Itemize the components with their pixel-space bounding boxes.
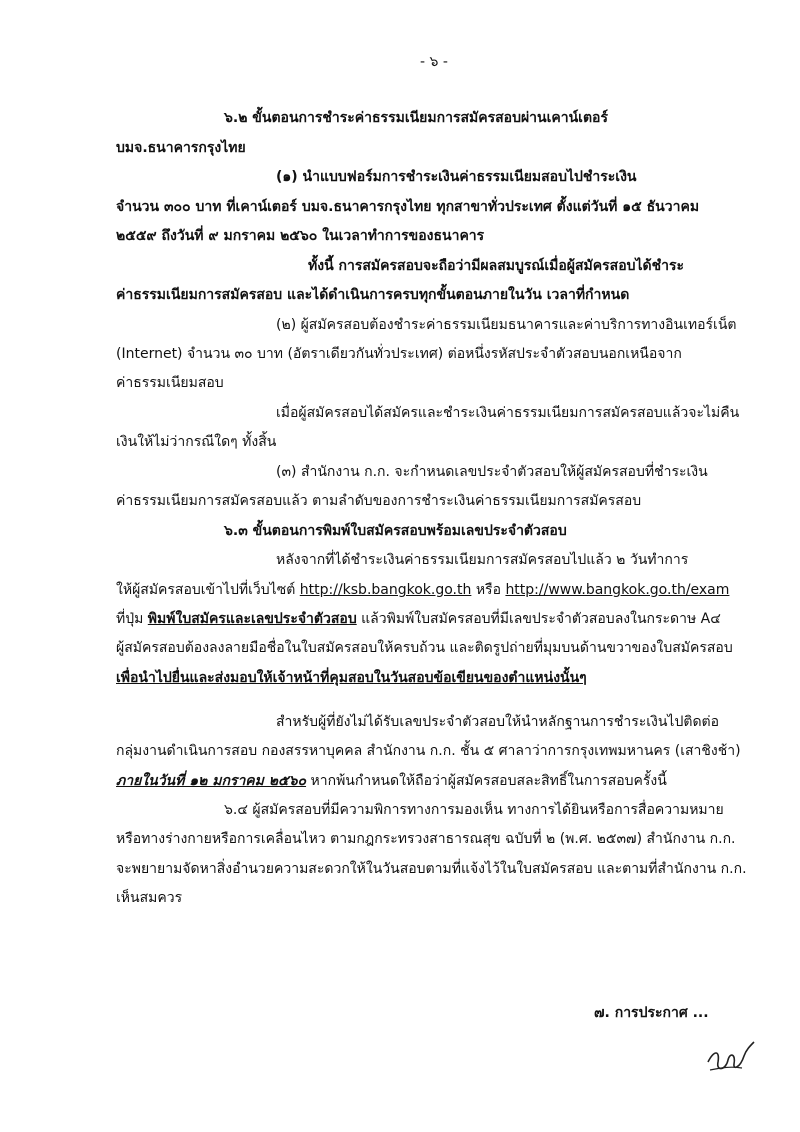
item-1-line-1: (๑) นำแบบฟอร์มการชำระเงินค่าธรรมเนียมสอบไปชำระเงิน	[276, 169, 637, 185]
deadline-text: ภายในวันที่ ๑๒ มกราคม ๒๕๖๐	[116, 773, 307, 789]
item-2-line-1: (๒) ผู้สมัครสอบต้องชำระค่าธรรมเนียมธนาคารและค่าบริการทางอินเทอร์เน็ต	[276, 317, 737, 333]
item-3-line-2: ค่าธรรมเนียมการสมัครสอบแล้ว ตามลำดับของการชำระเงินค่าธรรมเนียมการสมัครสอบ	[116, 493, 642, 509]
page-number: - ๖ -	[420, 54, 448, 70]
print-para-text: ให้ผู้สมัครสอบเข้าไปที่เว็บไซต์	[116, 582, 300, 598]
note-line-1: ทั้งนี้ การสมัครสอบจะถือว่ามีผลสมบูรณ์เมื่อผู้สมัครสอบได้ชำระ	[308, 258, 685, 274]
print-para-line-3	[116, 609, 721, 629]
print-para-line-5: เพื่อนำไปยื่นและส่งมอบให้เจ้าหน้าที่คุมสอบในวันสอบข้อเขียนของตำแหน่งนั้นๆ	[116, 670, 587, 686]
print-application-button-label: พิมพ์ใบสมัครและเลขประจำตัวสอบ	[147, 611, 357, 627]
item-2-line-3: ค่าธรรมเนียมสอบ	[116, 375, 224, 391]
section-6-4-line-1: ๖.๔ ผู้สมัครสอบที่มีความพิการทางการมองเห็น ทางการได้ยินหรือการสื่อความหมาย	[224, 802, 724, 818]
handwritten-initials	[700, 1032, 760, 1082]
or-text: หรือ	[471, 582, 506, 598]
section-6-4-line-4: เห็นสมควร	[116, 890, 183, 906]
button-prefix-text: ที่ปุ่ม	[116, 611, 148, 627]
deadline-note: หากพ้นกำหนดให้ถือว่าผู้สมัครสอบสละสิทธิ์ในการสอบครั้งนี้	[306, 773, 667, 789]
item-3-line-1: (๓) สำนักงาน ก.ก. จะกำหนดเลขประจำตัวสอบให้ผู้สมัครสอบที่ชำระเงิน	[276, 464, 708, 480]
section-6-2-heading-cont: บมจ.ธนาคารกรุงไทย	[116, 140, 246, 156]
ksb-website-link[interactable]: http://ksb.bangkok.go.th	[299, 582, 472, 598]
bangkok-exam-link[interactable]: http://www.bangkok.go.th/exam	[505, 582, 730, 598]
print-para-line-2	[116, 580, 729, 600]
next-section-heading: ๗. การประกาศ ...	[594, 1005, 709, 1021]
refund-line-1: เมื่อผู้สมัครสอบได้สมัครและชำระเงินค่าธรรมเนียมการสมัครสอบแล้วจะไม่คืน	[276, 405, 740, 421]
item-1-line-3: ๒๕๕๙ ถึงวันที่ ๙ มกราคม ๒๕๖๐ ในเวลาทำการของธนาคาร	[116, 228, 485, 244]
refund-line-2: เงินให้ไม่ว่ากรณีใดๆ ทั้งสิ้น	[116, 434, 277, 450]
print-para-text-cont: แล้วพิมพ์ใบสมัครสอบที่มีเลขประจำตัวสอบลงในกระดาษ A๔	[356, 611, 721, 627]
section-6-4-line-2: หรือทางร่างกายหรือการเคลื่อนไหว ตามกฎกระทรวงสาธารณสุข ฉบับที่ ๒ (พ.ศ. ๒๕๓๗) สำนักงาน ก.ก.	[116, 831, 736, 847]
section-6-4-line-3: จะพยายามจัดหาสิ่งอำนวยความสะดวกให้ในวันสอบตามที่แจ้งไว้ในใบสมัครสอบ และตามที่สำนักงาน ก.ก.	[116, 861, 747, 877]
contact-para-line-2: กลุ่มงานดำเนินการสอบ กองสรรหาบุคคล สำนักงาน ก.ก. ชั้น ๕ ศาลาว่าการกรุงเทพมหานคร (เสาชิงช้า)	[116, 743, 741, 759]
contact-para-line-1: สำหรับผู้ที่ยังไม่ได้รับเลขประจำตัวสอบให้นำหลักฐานการชำระเงินไปติดต่อ	[276, 714, 720, 730]
note-line-2: ค่าธรรมเนียมการสมัครสอบ และได้ดำเนินการครบทุกขั้นตอนภายในวัน เวลาที่กำหนด	[116, 287, 630, 303]
section-6-2-heading: ๖.๒ ขั้นตอนการชำระค่าธรรมเนียมการสมัครสอบผ่านเคาน์เตอร์	[224, 110, 608, 126]
item-1-line-2: จำนวน ๓๐๐ บาท ที่เคาน์เตอร์ บมจ.ธนาคารกรุงไทย ทุกสาขาทั่วประเทศ ตั้งแต่วันที่ ๑๕ ธันวาคม	[116, 199, 700, 215]
item-2-line-2: (Internet) จำนวน ๓๐ บาท (อัตราเดียวกันทั่วประเทศ) ต่อหนึ่งรหัสประจำตัวสอบนอกเหนือจาก	[116, 346, 682, 362]
print-para-line-4: ผู้สมัครสอบต้องลงลายมือชื่อในใบสมัครสอบให้ครบถ้วน และติดรูปถ่ายที่มุมบนด้านขวาของใบสมัครสอบ	[116, 640, 733, 656]
contact-para-line-3	[116, 771, 667, 791]
print-para-line-1: หลังจากที่ได้ชำระเงินค่าธรรมเนียมการสมัครสอบไปแล้ว ๒ วันทำการ	[276, 552, 689, 568]
section-6-3-heading: ๖.๓ ขั้นตอนการพิมพ์ใบสมัครสอบพร้อมเลขประจำตัวสอบ	[224, 523, 567, 539]
